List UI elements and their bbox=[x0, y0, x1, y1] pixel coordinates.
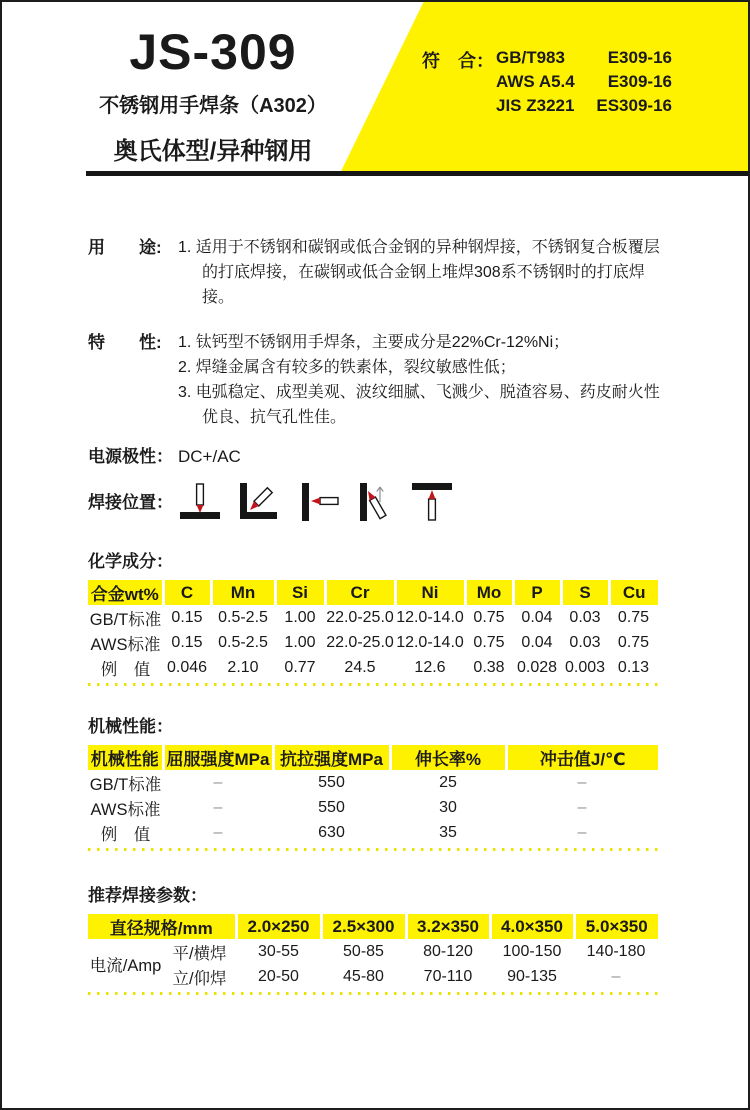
feature-item: 2. 焊缝金属含有较多的铁素体，裂纹敏感性低； bbox=[178, 359, 516, 376]
compliance-grade: ES309-16 bbox=[596, 96, 672, 115]
col-header: Mn bbox=[211, 580, 275, 605]
feature-item: 3. 电弧稳定、成型美观、波纹细腻、飞溅少、脱渣容易、药皮耐火性优良、抗气孔性佳。 bbox=[178, 384, 660, 426]
cell: 140-180 bbox=[586, 942, 646, 960]
weld-positions-section bbox=[88, 481, 748, 523]
dotted-separator bbox=[88, 992, 658, 995]
cell: 0.03 bbox=[569, 608, 601, 626]
cell: 0.04 bbox=[521, 608, 553, 626]
cell: 12.6 bbox=[414, 658, 446, 676]
cell: 2.10 bbox=[227, 658, 259, 676]
welding-params-table bbox=[88, 914, 658, 989]
cell: 550 bbox=[318, 798, 345, 816]
cell: 12.0-14.0 bbox=[396, 633, 464, 651]
feature-item: 1. 钛钙型不锈钢用手焊条，主要成分是22%Cr-12%Ni； bbox=[178, 334, 570, 351]
mechanical-title: 机械性能： bbox=[88, 717, 173, 736]
col-header: P bbox=[513, 580, 561, 605]
col-header: 直径规格/mm bbox=[88, 914, 236, 939]
row-label: AWS标准 bbox=[90, 635, 161, 654]
cell: – bbox=[577, 798, 587, 816]
cell: 24.5 bbox=[344, 658, 376, 676]
power-polarity-section bbox=[88, 444, 748, 469]
weld-position-icons bbox=[178, 481, 456, 523]
row-group-label: 电流/Amp bbox=[89, 957, 162, 975]
cell: 12.0-14.0 bbox=[396, 608, 464, 626]
horizontal-weld-position-icon bbox=[294, 481, 340, 523]
overhead-weld-position-icon bbox=[410, 481, 456, 523]
usage-label: 用 途: bbox=[88, 238, 162, 257]
power-polarity-value: DC+/AC bbox=[178, 447, 241, 466]
cell: 0.75 bbox=[473, 633, 505, 651]
col-header: Cr bbox=[325, 580, 395, 605]
chemical-title: 化学成分： bbox=[88, 552, 173, 571]
row-label: GB/T标准 bbox=[89, 775, 162, 794]
cell: 0.5-2.5 bbox=[218, 633, 268, 651]
row-label: GB/T标准 bbox=[89, 610, 162, 629]
product-subtitle: 不锈钢用手焊条（A302） bbox=[99, 94, 327, 117]
table-row bbox=[88, 770, 658, 795]
col-header: 伸长率% bbox=[390, 745, 506, 770]
cell: 70-110 bbox=[423, 967, 473, 985]
cell: 30-55 bbox=[258, 942, 299, 960]
content-area bbox=[2, 179, 748, 995]
cell: 0.13 bbox=[617, 658, 650, 676]
table-row bbox=[88, 964, 658, 989]
col-header: 5.0×350 bbox=[574, 914, 658, 939]
dotted-separator bbox=[88, 848, 658, 851]
col-header: C bbox=[163, 580, 211, 605]
cell: 0.15 bbox=[171, 633, 203, 651]
header-divider bbox=[86, 171, 748, 176]
cell: 0.75 bbox=[617, 608, 650, 626]
col-header: 屈服强度MPa bbox=[163, 745, 273, 770]
table-row bbox=[88, 630, 658, 655]
col-header: Mo bbox=[465, 580, 513, 605]
cell: 50-85 bbox=[343, 942, 384, 960]
col-header: 合金wt% bbox=[88, 580, 163, 605]
row-label: 立/仰焊 bbox=[172, 969, 227, 988]
cell: – bbox=[611, 967, 621, 985]
cell: 0.38 bbox=[473, 658, 505, 676]
weld-positions-label: 焊接位置： bbox=[88, 492, 173, 512]
table-row bbox=[88, 820, 658, 845]
title-block bbox=[30, 26, 396, 166]
table-row bbox=[88, 655, 658, 680]
cell: 35 bbox=[439, 823, 457, 841]
features-label: 特 性: bbox=[88, 333, 162, 352]
cell: 0.03 bbox=[569, 633, 601, 651]
cell: 20-50 bbox=[258, 967, 299, 985]
cell: 80-120 bbox=[423, 942, 473, 960]
product-type-line: 奥氏体型/异种钢用 bbox=[113, 137, 313, 165]
cell: 0.77 bbox=[284, 658, 316, 676]
product-title: JS-309 bbox=[129, 24, 297, 80]
cell: 550 bbox=[318, 773, 345, 791]
cell: 0.04 bbox=[521, 633, 553, 651]
col-header: 2.0×250 bbox=[236, 914, 321, 939]
cell: – bbox=[213, 798, 223, 816]
col-header: Si bbox=[275, 580, 325, 605]
cell: 1.00 bbox=[284, 608, 316, 626]
cell: – bbox=[213, 823, 223, 841]
welding-params-title: 推荐焊接参数： bbox=[88, 886, 207, 905]
compliance-standard: AWS A5.4 bbox=[496, 72, 575, 91]
cell: 22.0-25.0 bbox=[326, 608, 394, 626]
cell: 0.15 bbox=[171, 608, 203, 626]
col-header: 4.0×350 bbox=[490, 914, 574, 939]
compliance-grade: E309-16 bbox=[607, 48, 672, 67]
col-header: 2.5×300 bbox=[321, 914, 406, 939]
table-row bbox=[88, 605, 658, 630]
cell: 30 bbox=[439, 798, 457, 816]
cell: 0.5-2.5 bbox=[218, 608, 268, 626]
table-header-row bbox=[88, 914, 658, 939]
compliance-label: 符 合： bbox=[422, 51, 494, 71]
col-header: 机械性能 bbox=[88, 745, 163, 770]
cell: – bbox=[577, 773, 587, 791]
cell: 0.046 bbox=[166, 658, 208, 676]
table-row bbox=[88, 795, 658, 820]
row-label: 平/横焊 bbox=[172, 944, 227, 963]
vertical-weld-position-icon bbox=[352, 481, 398, 523]
chemical-table bbox=[88, 580, 658, 680]
cell: 22.0-25.0 bbox=[326, 633, 394, 651]
features-section bbox=[88, 330, 748, 430]
compliance-grade: E309-16 bbox=[607, 72, 672, 91]
flat-weld-position-icon bbox=[178, 481, 224, 523]
col-header: Cu bbox=[609, 580, 658, 605]
compliance-list bbox=[496, 46, 672, 118]
col-header: 3.2×350 bbox=[406, 914, 490, 939]
cell: 1.00 bbox=[284, 633, 316, 651]
table-header-row bbox=[88, 580, 658, 605]
cell: 25 bbox=[439, 773, 457, 791]
col-header: 抗拉强度MPa bbox=[273, 745, 390, 770]
cell: 0.003 bbox=[564, 658, 606, 676]
cell: 45-80 bbox=[343, 967, 384, 985]
cell: 0.75 bbox=[473, 608, 505, 626]
cell: – bbox=[213, 773, 223, 791]
compliance-standard: GB/T983 bbox=[496, 48, 565, 67]
cell: – bbox=[577, 823, 587, 841]
compliance-standard: JIS Z3221 bbox=[496, 96, 575, 115]
col-header: 冲击值J/℃ bbox=[506, 745, 658, 770]
cell: 0.028 bbox=[516, 658, 558, 676]
cell: 100-150 bbox=[502, 942, 562, 960]
row-label: 例 值 bbox=[100, 660, 151, 679]
table-row bbox=[88, 939, 658, 964]
usage-section bbox=[88, 235, 748, 310]
mechanical-table bbox=[88, 745, 658, 845]
col-header: Ni bbox=[395, 580, 465, 605]
fillet-weld-position-icon bbox=[236, 481, 282, 523]
row-label: 例 值 bbox=[100, 825, 151, 844]
usage-text: 1. 适用于不锈钢和碳钢或低合金钢的异种钢焊接，不锈钢复合板覆层的打底焊接，在碳钢或低合金钢上堆焊308系不锈钢时的打底焊接。 bbox=[178, 239, 660, 306]
table-header-row bbox=[88, 745, 658, 770]
col-header: S bbox=[561, 580, 609, 605]
row-label: AWS标准 bbox=[90, 800, 161, 819]
compliance-block bbox=[422, 46, 672, 118]
dotted-separator bbox=[88, 683, 658, 686]
cell: 630 bbox=[318, 823, 345, 841]
cell: 0.75 bbox=[617, 633, 650, 651]
cell: 90-135 bbox=[507, 967, 557, 985]
power-polarity-label: 电源极性： bbox=[88, 447, 173, 466]
